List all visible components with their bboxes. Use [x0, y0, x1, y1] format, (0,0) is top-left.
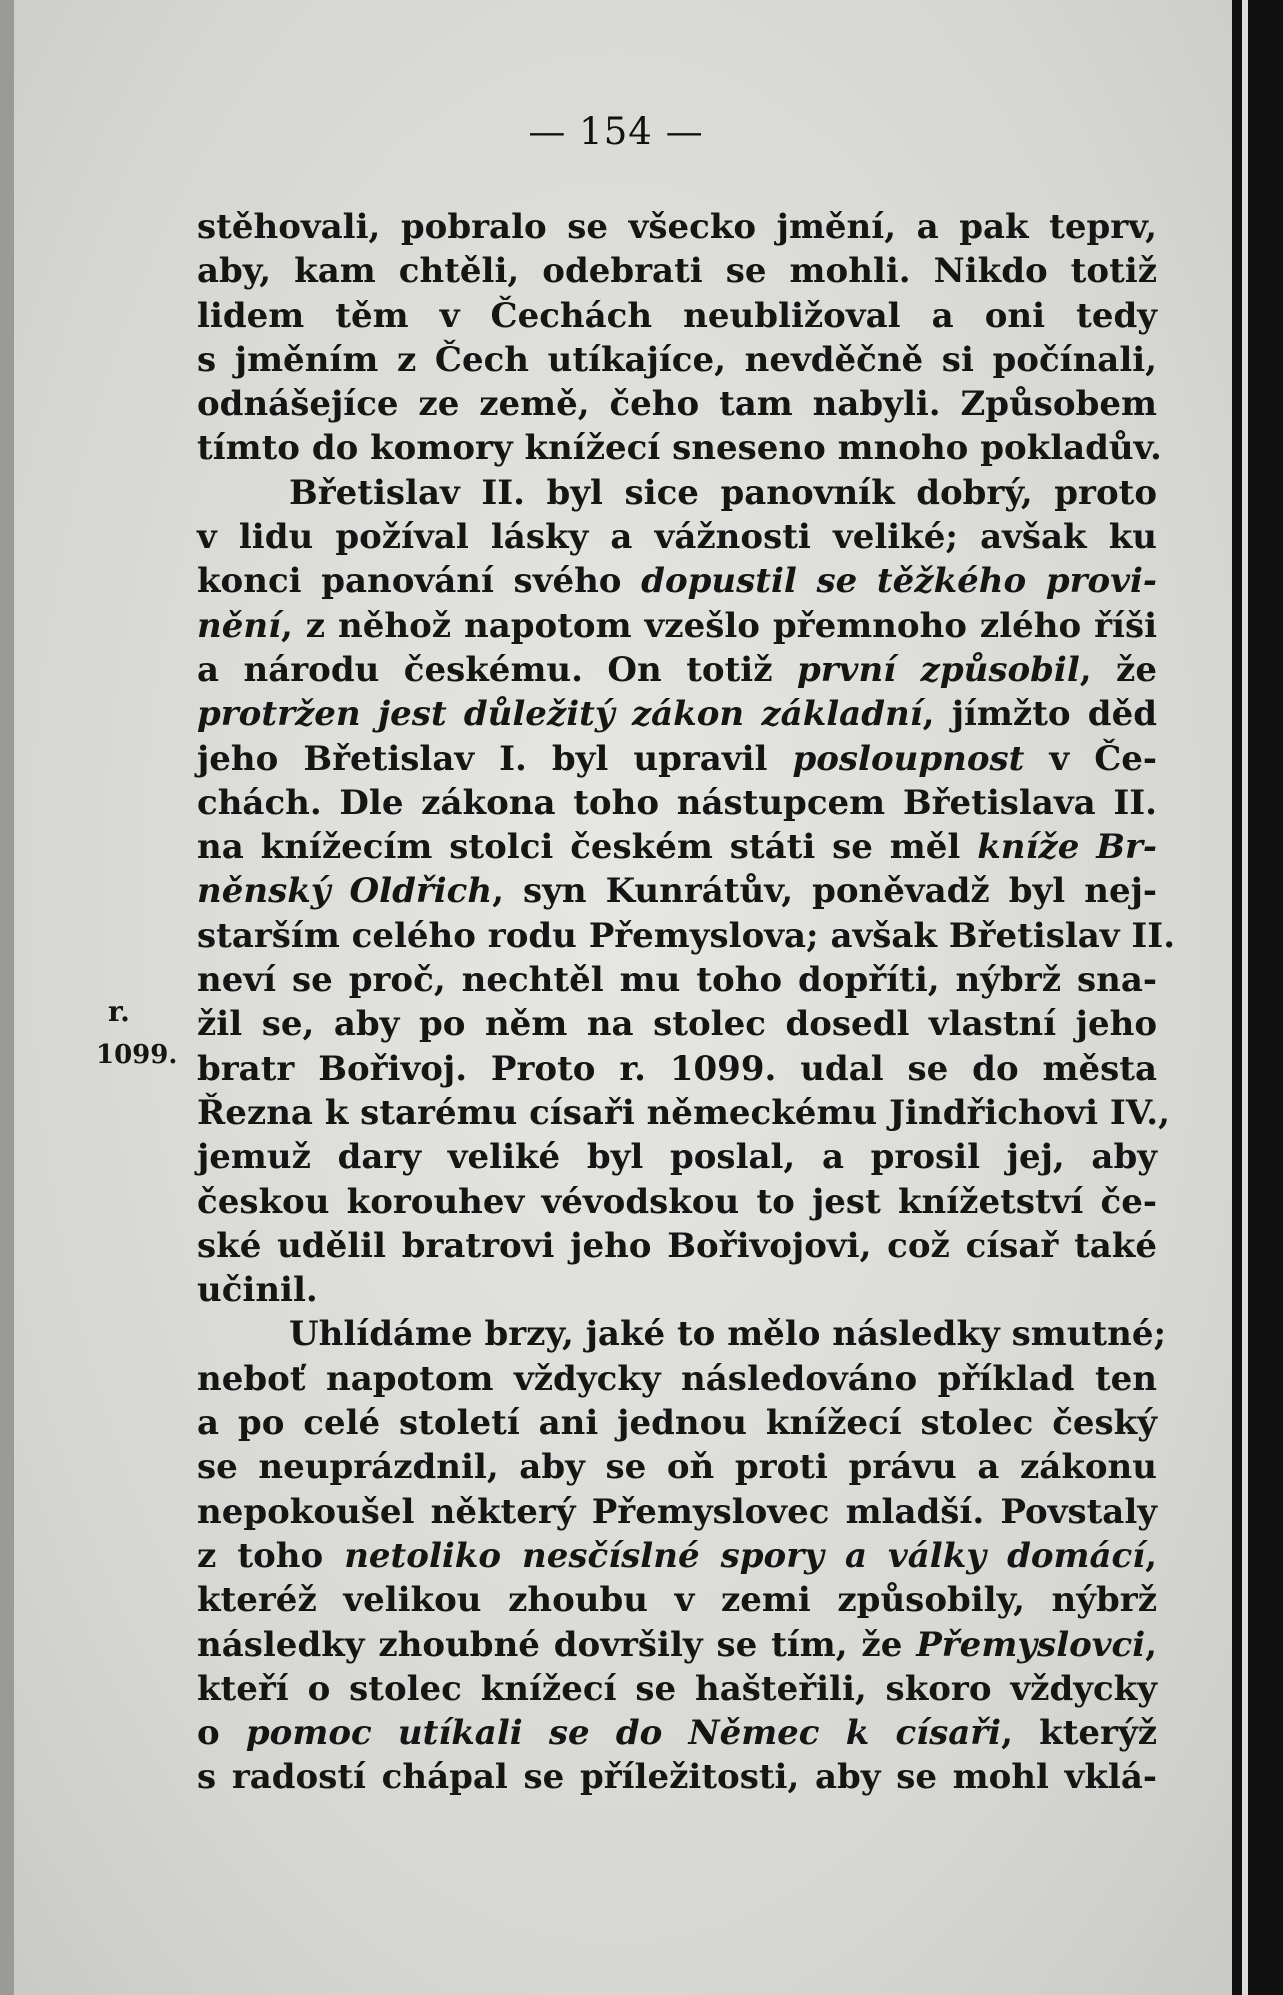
text-line — [197, 471, 1157, 515]
emphasis-text: první způsobil — [797, 649, 1080, 690]
text-line — [197, 338, 1157, 382]
page-right-edge — [1232, 0, 1283, 1995]
emphasis-text: netoliko nesčíslné spory a války domácí — [344, 1535, 1146, 1576]
text-segment: a národu českému. On totiž — [197, 649, 797, 690]
text-segment: lidem těm v Čechách neubližoval a oni tedy — [197, 295, 1157, 336]
text-segment: o — [197, 1713, 246, 1754]
text-line — [197, 426, 1162, 470]
text-segment: kteréž velikou zhoubu v zemi způsobily, nýbrž — [197, 1580, 1157, 1621]
text-line — [197, 249, 1157, 293]
text-segment: stěhovali, pobralo se všecko jmění, a pak teprv, — [197, 207, 1157, 247]
text-segment: nepokoušel některý Přemyslovec mladší. Povstaly — [197, 1491, 1157, 1532]
text-line — [197, 382, 1157, 426]
text-segment: učinil. — [197, 1270, 318, 1311]
text-line — [197, 781, 1157, 825]
text-segment: se neuprázdnil, aby se oň proti právu a zákonu — [197, 1447, 1157, 1488]
emphasis-text: dopustil se těžkého provi- — [641, 561, 1157, 602]
text-segment: chách. Dle zákona toho nástupcem Břetislava II. — [197, 782, 1157, 823]
text-line — [197, 205, 1157, 249]
text-line — [197, 1002, 1157, 1046]
text-segment: jeho Břetislav I. byl upravil — [197, 738, 793, 779]
text-segment: českou korouhev vévodskou to jest knížetství če- — [197, 1181, 1157, 1222]
text-line — [197, 604, 1157, 648]
margin-note-year: 1099. — [96, 1040, 178, 1070]
text-line — [197, 559, 1157, 603]
text-line — [197, 737, 1157, 781]
emphasis-text: něnský Oldřich — [197, 871, 493, 912]
emphasis-text: protržen jest důležitý zákon základní — [197, 694, 923, 735]
text-segment: v lidu požíval lásky a vážnosti veliké; avšak ku — [197, 517, 1157, 558]
text-segment: Břetislav II. byl sice panovník dobrý, proto — [289, 472, 1157, 513]
text-line — [197, 1224, 1157, 1268]
text-line — [197, 1401, 1157, 1445]
text-segment: , — [1145, 1535, 1158, 1576]
emphasis-text: posloupnost — [792, 738, 1025, 779]
text-line — [197, 958, 1157, 1002]
text-segment: starším celého rodu Přemyslova; avšak Břetislav II. — [197, 915, 1176, 956]
text-segment: aby, kam chtěli, odebrati se mohli. Nikdo totiž — [197, 251, 1157, 292]
text-segment: s jměním z Čech utíkajíce, nevděčně si počínali, — [197, 339, 1157, 380]
text-line — [197, 1490, 1157, 1534]
text-line — [197, 1445, 1157, 1489]
emphasis-text: pomoc utíkali se do Němec k císaři — [245, 1713, 1002, 1754]
text-segment: neboť napotom vždycky následováno příklad ten — [197, 1358, 1157, 1399]
text-line — [197, 1755, 1157, 1799]
text-line — [197, 1357, 1157, 1401]
text-segment: jemuž dary veliké byl poslal, a prosil jej, aby — [197, 1137, 1157, 1178]
text-line — [197, 1268, 1157, 1312]
text-segment: Řezna k starému císaři německému Jindřichovi IV., — [197, 1092, 1170, 1133]
text-segment: žil se, aby po něm na stolec dosedl vlastní jeho — [197, 1004, 1157, 1045]
text-line — [197, 1312, 1167, 1356]
text-line — [197, 825, 1157, 869]
text-segment: kteří o stolec knížecí se hašteřili, skoro vždycky — [197, 1668, 1157, 1709]
text-line — [197, 1091, 1170, 1135]
text-segment: neví se proč, nechtěl mu toho dopříti, nýbrž sna- — [197, 960, 1157, 1001]
page-left-edge — [0, 0, 14, 1995]
text-line — [197, 692, 1157, 736]
text-segment: konci panování svého — [197, 561, 642, 602]
emphasis-text: Přemyslovci — [916, 1624, 1146, 1665]
text-segment: na knížecím stolci českém státi se měl — [197, 827, 978, 868]
text-line — [197, 1534, 1157, 1578]
text-line — [197, 1047, 1157, 1091]
text-line — [197, 1578, 1157, 1622]
text-segment: , kterýž — [1001, 1713, 1158, 1754]
margin-note-r: r. — [108, 995, 130, 1028]
text-line — [197, 648, 1157, 692]
text-segment: bratr Bořivoj. Proto r. 1099. udal se do města — [197, 1048, 1157, 1089]
text-line — [197, 869, 1157, 913]
text-segment: a po celé století ani jednou knížecí stolec český — [197, 1403, 1157, 1444]
text-segment: ské udělil bratrovi jeho Bořivojovi, což císař také — [197, 1225, 1157, 1266]
text-segment: Uhlídáme brzy, jaké to mělo následky smutné; — [289, 1314, 1167, 1355]
text-segment: v Če- — [1024, 738, 1157, 779]
emphasis-text: kníže Br- — [977, 827, 1157, 868]
emphasis-text: nění — [197, 605, 281, 646]
text-line — [197, 1135, 1157, 1179]
page-number: — 154 — — [528, 110, 704, 153]
text-segment: , syn Kunrátův, poněvadž byl nej- — [492, 871, 1157, 912]
text-line — [197, 515, 1157, 559]
text-segment: z toho — [197, 1535, 345, 1576]
text-line — [197, 1711, 1157, 1755]
text-segment: , jímžto děd — [922, 694, 1157, 735]
text-line — [197, 294, 1157, 338]
body-text — [197, 205, 1176, 1800]
text-segment: odnášejíce ze země, čeho tam nabyli. Způsobem — [197, 384, 1157, 425]
text-segment: následky zhoubné dovršily se tím, že — [197, 1624, 917, 1665]
text-segment: , — [1145, 1624, 1157, 1665]
text-segment: tímto do komory knížecí sneseno mnoho pokladův. — [197, 428, 1162, 469]
text-line — [197, 914, 1176, 958]
text-segment: , že — [1079, 649, 1157, 690]
text-segment: , z něhož napotom vzešlo přemnoho zlého říši — [281, 605, 1157, 646]
text-segment: s radostí chápal se příležitosti, aby se mohl vklá- — [197, 1757, 1157, 1798]
text-line — [197, 1180, 1157, 1224]
text-line — [197, 1667, 1157, 1711]
text-line — [197, 1623, 1157, 1667]
